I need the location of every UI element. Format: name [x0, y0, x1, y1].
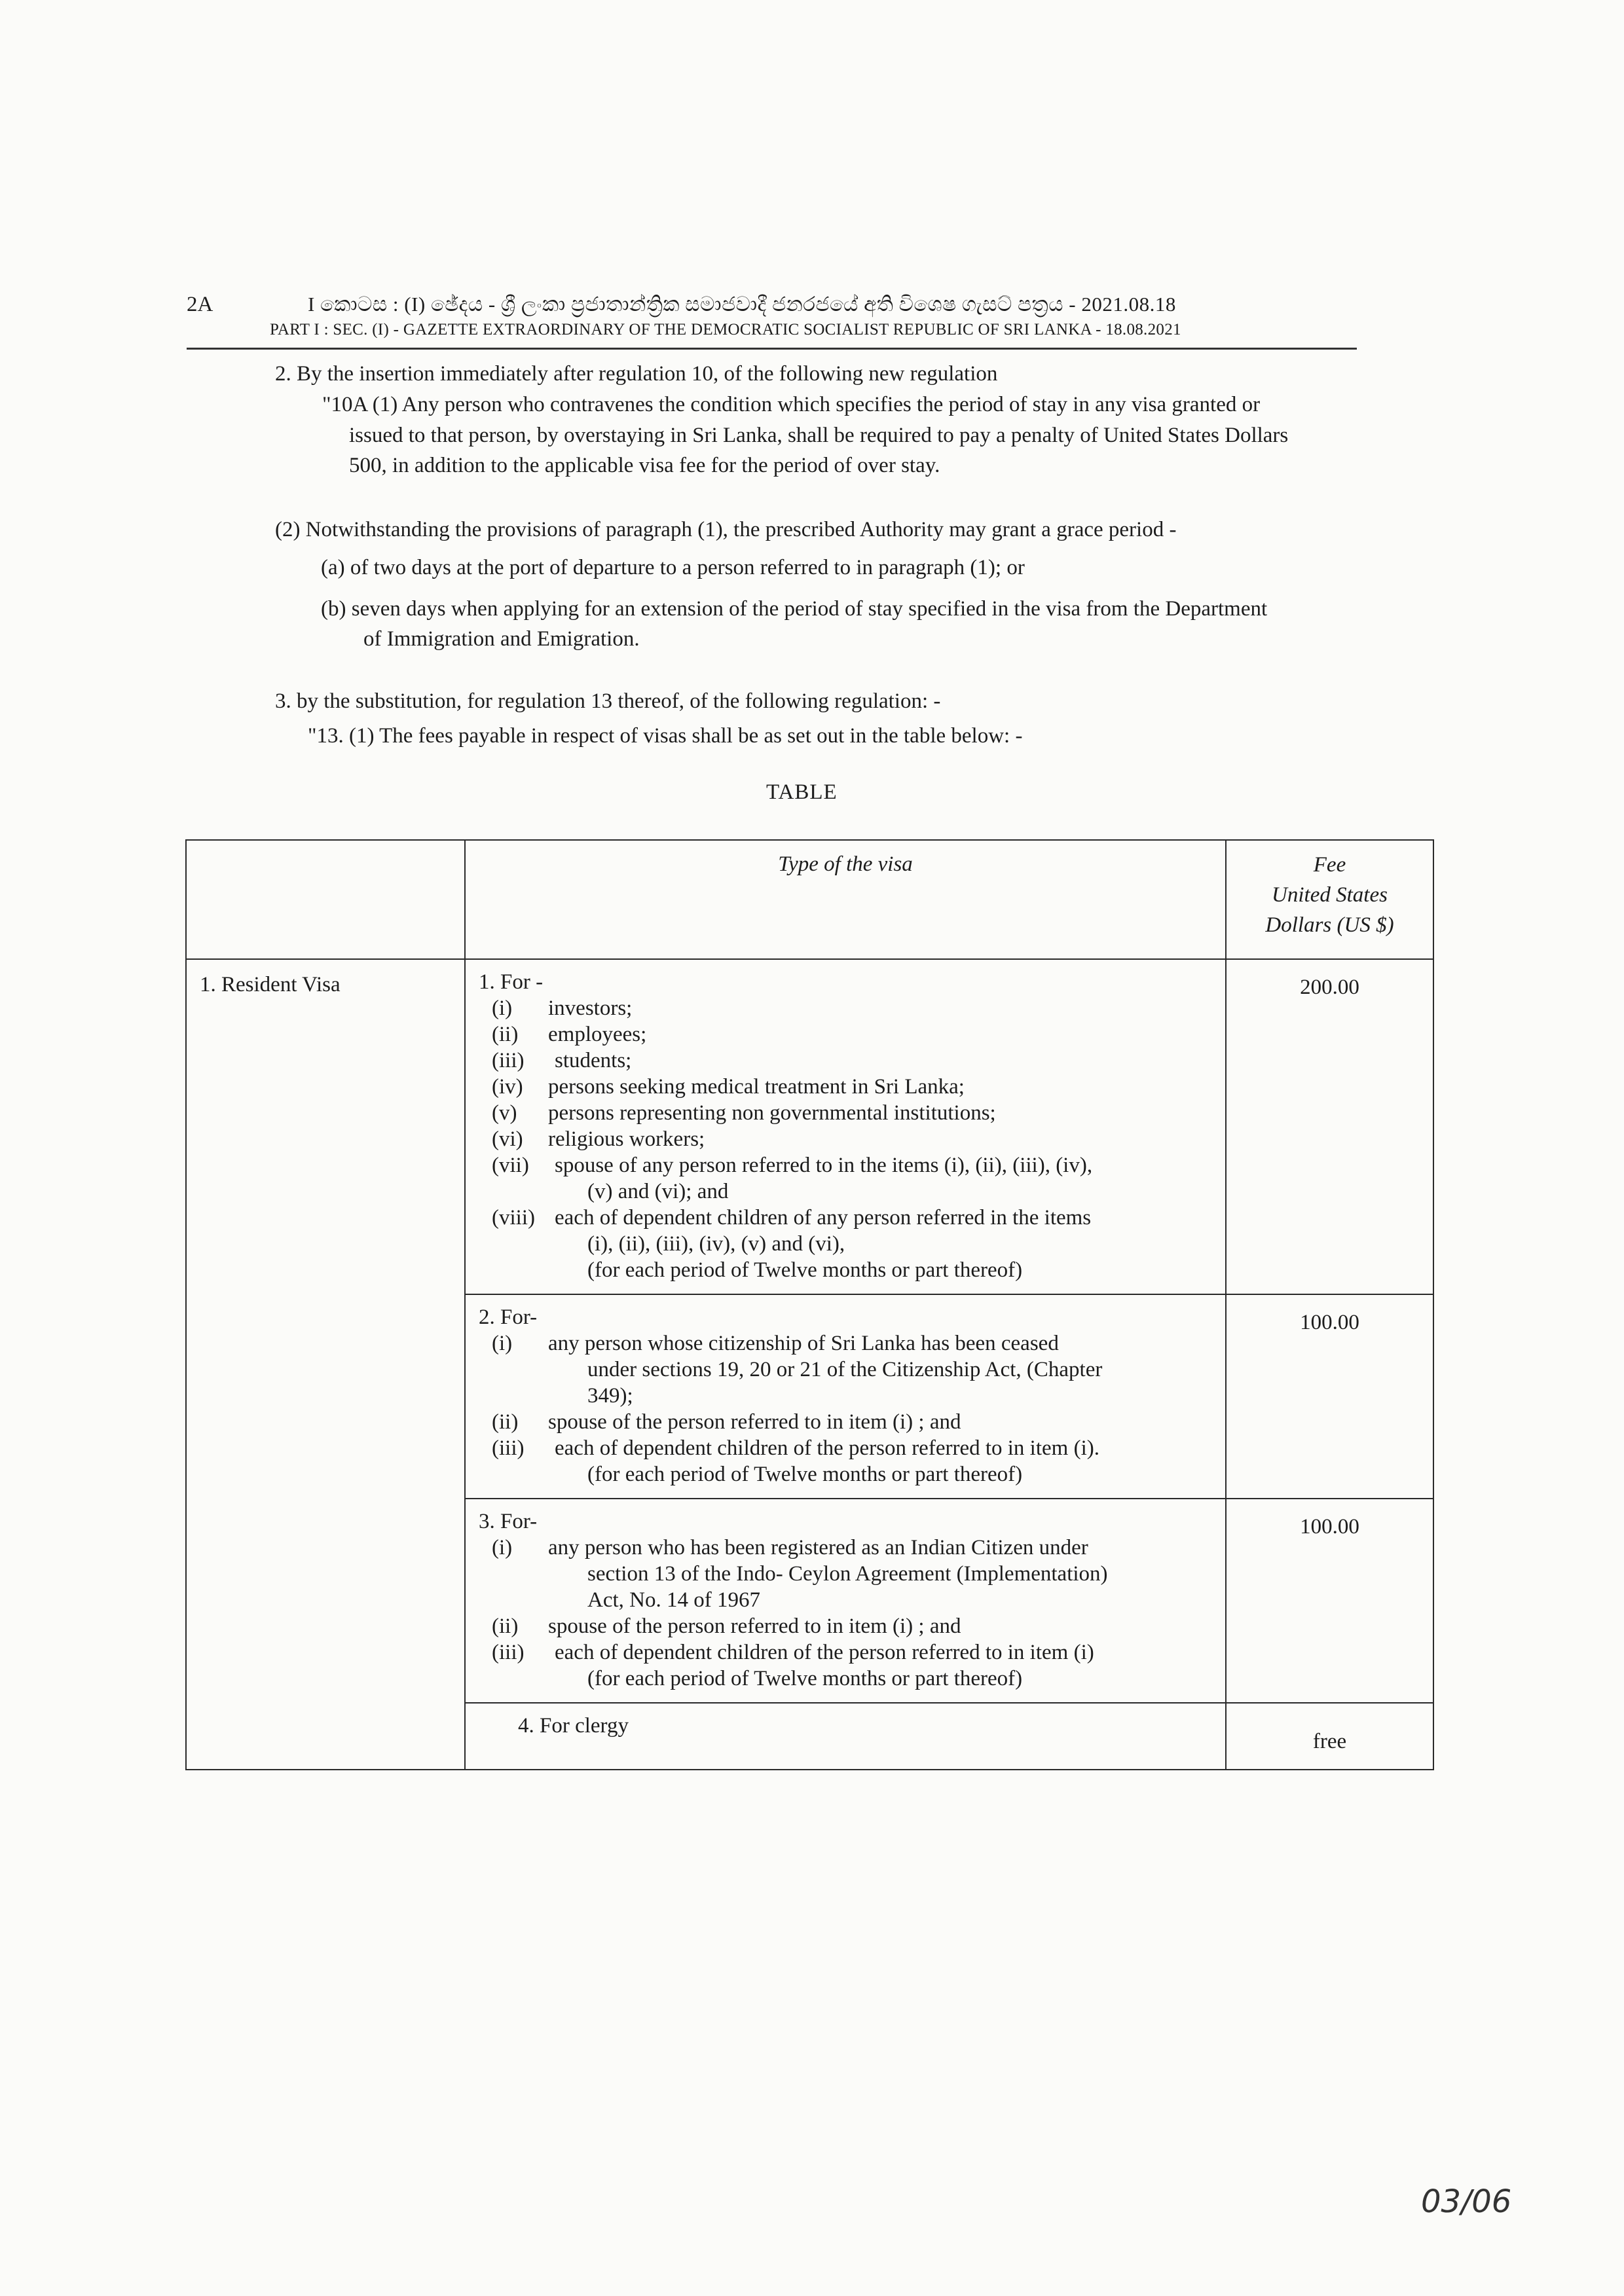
- list-item: [479, 1613, 1217, 1639]
- row-items: [479, 1535, 1217, 1692]
- para2-quote-line1: "10A (1) Any person who contravenes the condition which specifies the period of stay in any visa granted or: [322, 393, 1261, 416]
- row-heading: 2. For-: [479, 1305, 538, 1329]
- item-number: [479, 1178, 548, 1205]
- item-number: [479, 1666, 548, 1692]
- list-item: [479, 995, 1217, 1021]
- item-number: (v): [492, 1101, 517, 1125]
- item-text: each of dependent children of any person referred in the items: [555, 1206, 1092, 1230]
- row-body: [465, 959, 1226, 1294]
- list-item: [479, 1535, 1217, 1561]
- item-text: spouse of any person referred to in the items (i), (ii), (iii), (iv),: [555, 1154, 1093, 1177]
- header-type-of-visa: Type of the visa: [465, 840, 1226, 959]
- item-text: employees;: [548, 1023, 647, 1046]
- item-text: religious workers;: [548, 1127, 705, 1151]
- list-item: [479, 1666, 1217, 1692]
- item-text: section 13 of the Indo- Ceylon Agreement (Implementation): [587, 1562, 1108, 1586]
- item-text: (i), (ii), (iii), (iv), (v) and (vi),: [587, 1232, 845, 1256]
- item-number: [479, 1461, 548, 1487]
- table-caption: TABLE: [766, 780, 838, 804]
- item-number: (iii): [492, 1641, 525, 1664]
- table-header-row: [186, 840, 1433, 959]
- list-item: [479, 1330, 1217, 1357]
- list-item: [479, 1021, 1217, 1048]
- item-number: (iii): [492, 1436, 525, 1460]
- item-text: (for each period of Twelve months or part thereof): [587, 1258, 1023, 1282]
- item-text: under sections 19, 20 or 21 of the Citizenship Act, (Chapter: [587, 1358, 1103, 1381]
- item-number: [479, 1561, 548, 1587]
- item-number: (ii): [492, 1410, 519, 1434]
- header-fee: [1226, 840, 1433, 959]
- para3-intro: 3. by the substitution, for regulation 13 thereof, of the following regulation: -: [275, 689, 941, 713]
- para2-quote-line3: 500, in addition to the applicable visa fee for the period of over stay.: [349, 454, 940, 477]
- header-fee-line2: United States: [1272, 883, 1388, 907]
- list-item: [479, 1205, 1217, 1231]
- list-item: [479, 1100, 1217, 1126]
- item-number: (vii): [492, 1154, 529, 1177]
- item-text: spouse of the person referred to in item (i) ; and: [548, 1614, 961, 1638]
- item-text: 349);: [587, 1384, 633, 1408]
- fee-cell: 200.00: [1226, 959, 1433, 1294]
- list-item: [479, 1231, 1217, 1257]
- list-item: [479, 1257, 1217, 1283]
- row-items: [479, 1330, 1217, 1487]
- item-number: [479, 1587, 548, 1613]
- handwritten-page-count: 03/06: [1421, 2183, 1512, 2220]
- para2-quote-body: [349, 420, 1443, 481]
- row-heading: 3. For-: [479, 1510, 538, 1533]
- list-item: [479, 1383, 1217, 1409]
- list-item: [479, 1409, 1217, 1435]
- item-number: (i): [492, 1536, 513, 1559]
- header-fee-line1: Fee: [1313, 853, 1346, 877]
- item-number: [479, 1231, 548, 1257]
- item-text: any person who has been registered as an Indian Citizen under: [548, 1536, 1088, 1559]
- row-body: [465, 1499, 1226, 1703]
- item-number: [479, 1357, 548, 1383]
- list-item: [479, 1435, 1217, 1461]
- item-number: (viii): [492, 1206, 535, 1230]
- para2-item-b: (b) seven days when applying for an extension of the period of stay specified in the visa from the Department: [321, 597, 1268, 621]
- list-item: [479, 1126, 1217, 1152]
- list-item: [479, 1048, 1217, 1074]
- item-text: Act, No. 14 of 1967: [587, 1588, 760, 1612]
- item-text: each of dependent children of the person referred to in item (i): [555, 1641, 1094, 1664]
- list-item: [479, 1074, 1217, 1100]
- item-text: persons representing non governmental institutions;: [548, 1101, 996, 1125]
- header-empty-cell: [186, 840, 465, 959]
- table-row: [186, 959, 1433, 1294]
- item-text: spouse of the person referred to in item (i) ; and: [548, 1410, 961, 1434]
- para2-intro: 2. By the insertion immediately after regulation 10, of the following new regulation: [275, 362, 998, 386]
- list-item: [479, 1561, 1217, 1587]
- list-item: [479, 1178, 1217, 1205]
- item-number: (iii): [492, 1049, 525, 1072]
- header-rule: [187, 348, 1357, 350]
- item-number: (i): [492, 1332, 513, 1355]
- fee-cell: 100.00: [1226, 1294, 1433, 1499]
- fee-cell: 100.00: [1226, 1499, 1433, 1703]
- row-body: [465, 1703, 1226, 1770]
- para2-subsection: (2) Notwithstanding the provisions of paragraph (1), the prescribed Authority may grant a grace period -: [275, 518, 1177, 541]
- item-number: (vi): [492, 1127, 523, 1151]
- list-item: [479, 1639, 1217, 1666]
- header-fee-line3: Dollars (US $): [1265, 913, 1394, 937]
- item-text: any person whose citizenship of Sri Lanka has been ceased: [548, 1332, 1059, 1355]
- item-number: (ii): [492, 1023, 519, 1046]
- para2-quote-line2: issued to that person, by overstaying in Sri Lanka, shall be required to pay a penalty of United States Dollars: [349, 424, 1289, 447]
- list-item: [479, 1152, 1217, 1178]
- para3-quote: "13. (1) The fees payable in respect of visas shall be as set out in the table below: -: [308, 724, 1023, 748]
- item-text: investors;: [548, 996, 633, 1020]
- row-items: [479, 995, 1217, 1283]
- row-heading: 4. For clergy: [518, 1714, 629, 1738]
- list-item: [479, 1461, 1217, 1487]
- item-text: persons seeking medical treatment in Sri Lanka;: [548, 1075, 965, 1099]
- item-number: [479, 1383, 548, 1409]
- row-heading: 1. For -: [479, 970, 544, 994]
- row-body: [465, 1294, 1226, 1499]
- item-number: (i): [492, 996, 513, 1020]
- item-text: students;: [555, 1049, 632, 1072]
- item-text: each of dependent children of the person referred to in item (i).: [555, 1436, 1099, 1460]
- item-number: [479, 1257, 548, 1283]
- page-number: 2A: [187, 293, 213, 316]
- item-text: (for each period of Twelve months or part thereof): [587, 1463, 1023, 1486]
- item-number: (ii): [492, 1614, 519, 1638]
- item-text: (for each period of Twelve months or part thereof): [587, 1667, 1023, 1690]
- item-number: (iv): [492, 1075, 523, 1099]
- visa-fee-table: [185, 839, 1434, 1770]
- list-item: [479, 1587, 1217, 1613]
- category-cell: 1. Resident Visa: [186, 959, 465, 1770]
- header-sinhala: I කොටස : (I) ඡේදය - ශ්‍රී ලංකා ප්‍රජාතාන්ත්‍රික සමාජවාදී ජනරජයේ අති විශෙෂ ගැසට් පත්‍රය - 2021.08.18: [308, 293, 1176, 316]
- para2-item-b-cont: of Immigration and Emigration.: [363, 627, 640, 651]
- fee-cell: free: [1226, 1703, 1433, 1770]
- list-item: [479, 1357, 1217, 1383]
- header-english: PART I : SEC. (I) - GAZETTE EXTRAORDINARY OF THE DEMOCRATIC SOCIALIST REPUBLIC OF SRI LANKA - 18.08.2021: [270, 321, 1181, 338]
- item-text: (v) and (vi); and: [587, 1180, 729, 1203]
- para2-item-a: (a) of two days at the port of departure to a person referred to in paragraph (1); or: [321, 556, 1025, 579]
